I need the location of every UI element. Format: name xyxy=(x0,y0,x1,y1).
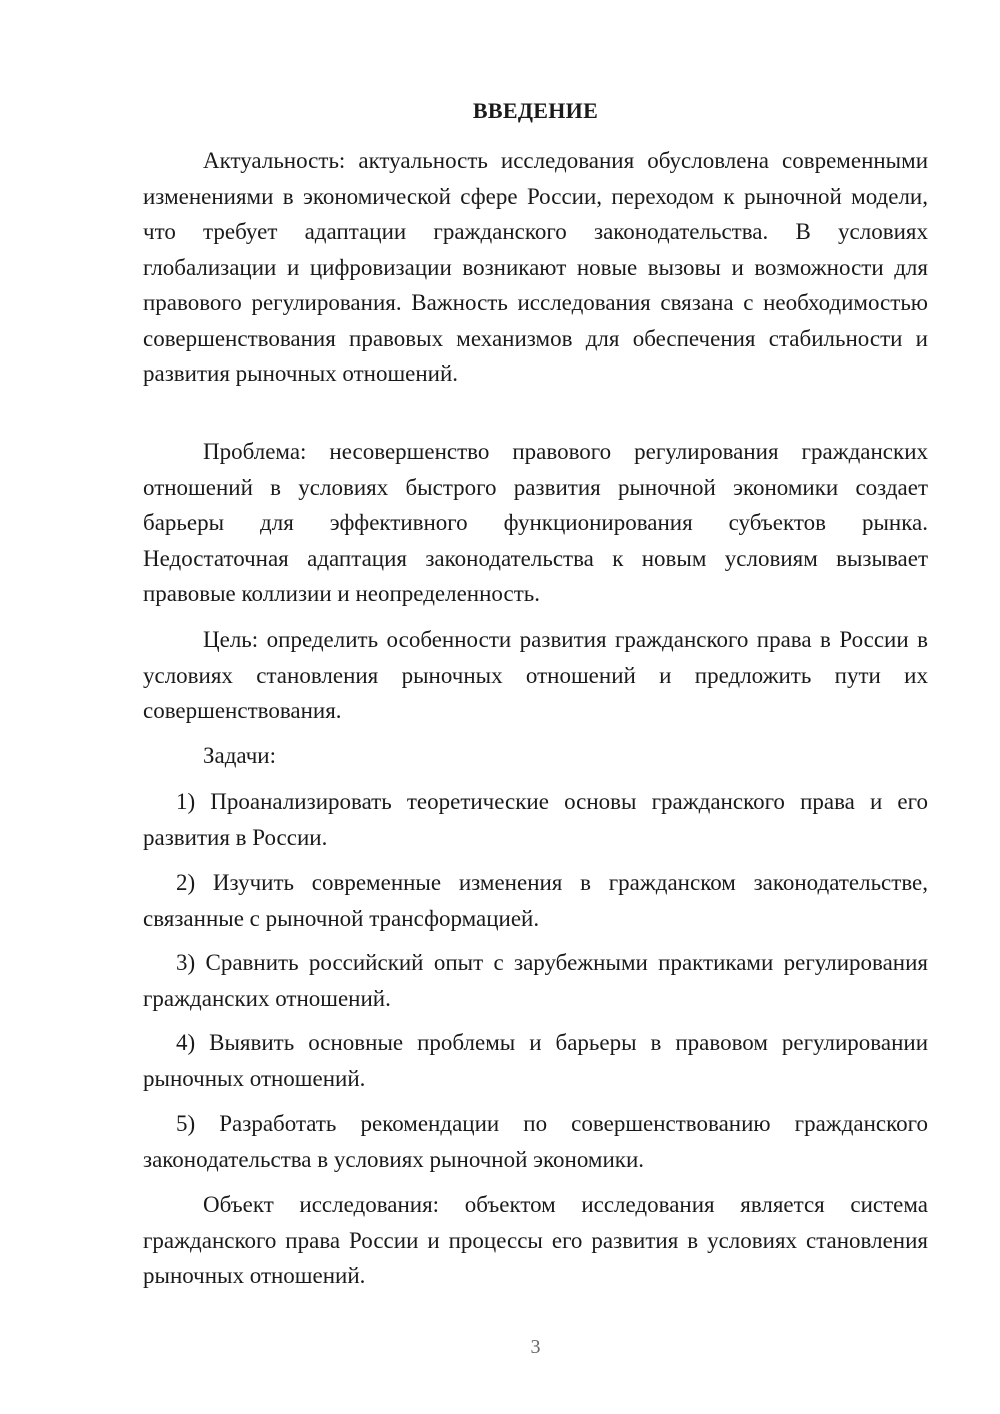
relevance-paragraph: Актуальность: актуальность исследования обусловлена современными изменениями в экономической сфере России, переходом к рыночной модели, что требует адаптации гражданского законодательства. В условиях глобализации и цифровизации возникают новые вызовы и возможности для правового регулирования. Важность исследования связана с необходимостью совершенствования правовых механизмов для обеспечения стабильности и развития рыночных отношений. xyxy=(143,148,928,386)
research-object-paragraph: Объект исследования: объектом исследования является система гражданского права России и процессы его развития в условиях становления рыночных отношений. xyxy=(143,1192,928,1288)
page-number: 3 xyxy=(530,1336,541,1358)
page-title: ВВЕДЕНИЕ xyxy=(472,98,599,123)
problem-paragraph: Проблема: несовершенство правового регулирования гражданских отношений в условиях быстрого развития рыночной экономики создает барьеры для эффективного функционирования субъектов рынка. Недостаточная адаптация законодательства к новым условиям вызывает правовые коллизии и неопределенность. xyxy=(143,439,928,606)
task-item: 1) Проанализировать теоретические основы гражданского права и его развития в России. xyxy=(143,789,928,850)
goal-paragraph: Цель: определить особенности развития гражданского права в России в условиях становления рыночных отношений и предложить пути их совершенствования. xyxy=(143,627,928,723)
task-item: 5) Разработать рекомендации по совершенствованию гражданского законодательства в условиях рыночной экономики. xyxy=(143,1111,928,1172)
tasks-heading: Задачи: xyxy=(203,743,276,768)
task-item: 3) Сравнить российский опыт с зарубежными практиками регулирования гражданских отношений. xyxy=(143,950,928,1011)
document-page xyxy=(143,0,928,1414)
task-item: 2) Изучить современные изменения в гражданском законодательстве, связанные с рыночной трансформацией. xyxy=(143,870,928,931)
task-item: 4) Выявить основные проблемы и барьеры в правовом регулировании рыночных отношений. xyxy=(143,1030,928,1091)
